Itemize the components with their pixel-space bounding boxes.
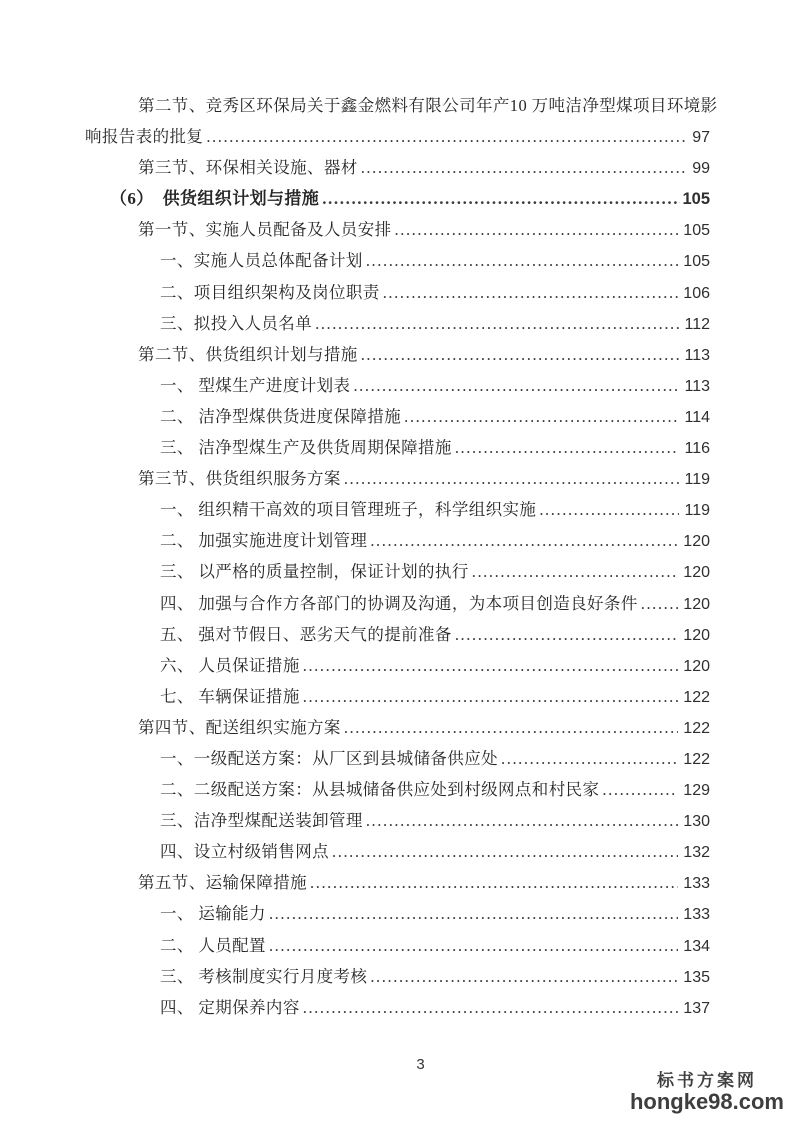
toc-entry-text: （6） 供货组织计划与措施 bbox=[110, 189, 320, 209]
toc-dot-leader bbox=[641, 588, 679, 619]
toc-entry bbox=[160, 619, 710, 650]
toc-entry-text: 第三节、环保相关设施、器材 bbox=[138, 158, 358, 178]
toc-dot-leader bbox=[353, 370, 679, 401]
toc-entry bbox=[160, 898, 710, 929]
toc-page-number: 113 bbox=[684, 346, 710, 364]
toc-entry bbox=[160, 370, 710, 401]
toc-page-number: 112 bbox=[684, 315, 710, 333]
toc-dot-leader bbox=[322, 183, 680, 214]
toc-entry bbox=[160, 525, 710, 556]
toc-dot-leader bbox=[602, 774, 678, 805]
toc-page-number: 114 bbox=[684, 408, 710, 426]
toc-entry bbox=[138, 90, 718, 121]
toc-entry-text: 一、 组织精干高效的项目管理班子，科学组织实施 bbox=[160, 500, 537, 520]
toc-entry bbox=[110, 183, 710, 214]
toc-page-number: 105 bbox=[682, 190, 710, 209]
toc-entry bbox=[160, 432, 710, 463]
toc-entry-text: 四、设立村级销售网点 bbox=[160, 842, 329, 862]
toc-entry-text: 响报告表的批复 bbox=[85, 127, 204, 147]
toc-page-number: 105 bbox=[683, 253, 710, 271]
toc-entry bbox=[160, 401, 710, 432]
toc-entry bbox=[160, 836, 710, 867]
toc-dot-leader bbox=[310, 867, 678, 898]
toc-entry bbox=[160, 556, 710, 587]
toc-page-number: 134 bbox=[683, 937, 710, 955]
toc-page-number: 122 bbox=[683, 719, 710, 737]
toc-entry-text: 四、 定期保养内容 bbox=[160, 997, 300, 1017]
toc-page-number: 120 bbox=[683, 533, 710, 551]
toc-dot-leader bbox=[361, 152, 688, 183]
toc-entry-text: 三、 考核制度实行月度考核 bbox=[160, 966, 368, 986]
toc-dot-leader bbox=[206, 121, 687, 152]
toc-page-number: 113 bbox=[684, 377, 710, 395]
toc-page-number: 133 bbox=[683, 875, 710, 893]
toc-page-number: 135 bbox=[683, 968, 710, 986]
toc-entry bbox=[160, 930, 710, 961]
toc-entry-text: 二、项目组织架构及岗位职责 bbox=[160, 282, 380, 302]
toc-page-number: 120 bbox=[683, 657, 710, 675]
toc-dot-leader bbox=[361, 339, 680, 370]
toc-entry bbox=[160, 961, 710, 992]
toc-dot-leader bbox=[472, 556, 679, 587]
toc-page-number: 137 bbox=[683, 999, 710, 1017]
toc-dot-leader bbox=[315, 308, 679, 339]
toc-page-number: 120 bbox=[683, 564, 710, 582]
toc-entry-text: 六、 人员保证措施 bbox=[160, 655, 300, 675]
toc-entry bbox=[160, 650, 710, 681]
toc-dot-leader bbox=[269, 898, 678, 929]
toc-entry bbox=[138, 463, 710, 494]
toc-dot-leader bbox=[366, 805, 678, 836]
toc-entry bbox=[85, 121, 710, 152]
toc-dot-leader bbox=[455, 432, 680, 463]
toc-dot-leader bbox=[332, 836, 678, 867]
toc-entry bbox=[138, 339, 710, 370]
toc-entry bbox=[160, 245, 710, 276]
toc-page-number: 116 bbox=[684, 440, 710, 458]
toc-entry bbox=[160, 588, 710, 619]
toc-page-number: 105 bbox=[683, 222, 710, 240]
toc-entry-text: 七、 车辆保证措施 bbox=[160, 686, 300, 706]
toc-entry-text: 一、一级配送方案：从厂区到县城储备供应处 bbox=[160, 748, 498, 768]
toc-entry-text: 三、 以严格的质量控制，保证计划的执行 bbox=[160, 562, 469, 582]
toc-page-number: 130 bbox=[683, 813, 710, 831]
toc-entry-text: 三、 洁净型煤生产及供货周期保障措施 bbox=[160, 438, 452, 458]
toc-entry bbox=[160, 805, 710, 836]
toc-page-number: 119 bbox=[684, 471, 710, 489]
toc-page-number: 99 bbox=[692, 160, 710, 178]
toc-dot-leader bbox=[366, 245, 678, 276]
toc-page-number: 106 bbox=[683, 284, 710, 302]
toc-page-number: 120 bbox=[683, 595, 710, 613]
toc-dot-leader bbox=[303, 650, 679, 681]
toc-dot-leader bbox=[370, 525, 678, 556]
toc-dot-leader bbox=[303, 681, 679, 712]
page-number: 3 bbox=[416, 1056, 425, 1073]
table-of-contents bbox=[85, 90, 718, 1023]
toc-entry bbox=[160, 277, 710, 308]
toc-dot-leader bbox=[269, 930, 678, 961]
toc-entry-text: 二、 加强实施进度计划管理 bbox=[160, 531, 368, 551]
toc-entry bbox=[160, 743, 710, 774]
toc-dot-leader bbox=[383, 277, 679, 308]
toc-dot-leader bbox=[344, 712, 678, 743]
toc-entry-text: 一、 运输能力 bbox=[160, 904, 266, 924]
toc-entry-text: 一、实施人员总体配备计划 bbox=[160, 251, 363, 271]
toc-entry-text: 第四节、配送组织实施方案 bbox=[138, 717, 341, 737]
watermark-site-url: hongke98.com bbox=[629, 1089, 784, 1115]
toc-entry bbox=[160, 992, 710, 1023]
toc-page-number: 122 bbox=[683, 750, 710, 768]
toc-entry-text: 二、 洁净型煤供货进度保障措施 bbox=[160, 406, 402, 426]
toc-entry-text: 二、 人员配置 bbox=[160, 935, 266, 955]
watermark-site-name: 标书方案网 bbox=[656, 1070, 757, 1090]
toc-entry bbox=[160, 774, 710, 805]
toc-entry-text: 二、二级配送方案：从县城储备供应处到村级网点和村民家 bbox=[160, 780, 600, 800]
toc-dot-leader bbox=[539, 494, 679, 525]
toc-entry-text: 第二节、竞秀区环保局关于鑫金燃料有限公司年产10 万吨洁净型煤项目环境影 bbox=[138, 96, 718, 115]
toc-page-number: 119 bbox=[684, 502, 710, 520]
toc-dot-leader bbox=[303, 992, 679, 1023]
toc-entry-text: 四、 加强与合作方各部门的协调及沟通，为本项目创造良好条件 bbox=[160, 593, 638, 613]
toc-page-number: 122 bbox=[683, 688, 710, 706]
watermark bbox=[630, 1072, 784, 1114]
toc-dot-leader bbox=[501, 743, 678, 774]
toc-page-number: 129 bbox=[683, 782, 710, 800]
toc-entry-text: 三、拟投入人员名单 bbox=[160, 313, 313, 333]
toc-entry bbox=[138, 214, 710, 245]
toc-page-number: 97 bbox=[692, 129, 710, 147]
toc-dot-leader bbox=[404, 401, 679, 432]
toc-page-number: 133 bbox=[683, 906, 710, 924]
toc-entry bbox=[138, 152, 710, 183]
toc-page-number: 132 bbox=[683, 844, 710, 862]
toc-entry-text: 一、 型煤生产进度计划表 bbox=[160, 375, 351, 395]
toc-entry-text: 三、洁净型煤配送装卸管理 bbox=[160, 811, 363, 831]
toc-entry-text: 第五节、运输保障措施 bbox=[138, 873, 307, 893]
toc-entry bbox=[160, 681, 710, 712]
toc-dot-leader bbox=[455, 619, 678, 650]
toc-entry bbox=[138, 867, 710, 898]
toc-entry bbox=[160, 308, 710, 339]
toc-entry-text: 第一节、实施人员配备及人员安排 bbox=[138, 220, 392, 240]
toc-entry-text: 第二节、供货组织计划与措施 bbox=[138, 344, 358, 364]
toc-page-number: 120 bbox=[683, 626, 710, 644]
toc-dot-leader bbox=[395, 214, 679, 245]
toc-entry bbox=[138, 712, 710, 743]
toc-entry-text: 第三节、供货组织服务方案 bbox=[138, 469, 341, 489]
toc-dot-leader bbox=[344, 463, 680, 494]
toc-entry bbox=[160, 494, 710, 525]
toc-entry-text: 五、 强对节假日、恶劣天气的提前准备 bbox=[160, 624, 452, 644]
toc-dot-leader bbox=[370, 961, 678, 992]
